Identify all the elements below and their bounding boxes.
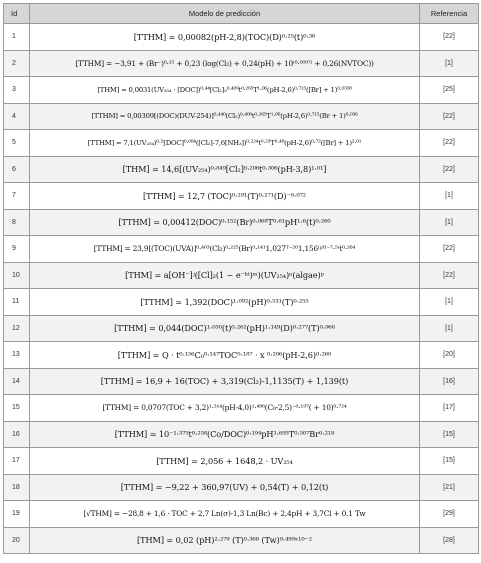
row-reference: [1] (420, 183, 479, 210)
row-equation: [THM] = 0,0031(UV₂₅₄ · [DOC])⁰·⁴⁴[Cl₂]₀⁰·⁴⁰⁹t⁰·²⁶⁵T¹·⁰⁶(pH-2,6)⁰·⁷¹⁵([Br] + 1)⁰·⁰³⁵⁸ (30, 77, 420, 104)
row-reference: [22] (420, 103, 479, 130)
table-row (4, 474, 479, 501)
row-reference: [22] (420, 130, 479, 157)
table-row (4, 368, 479, 395)
row-equation: [√THM] = −28,8 + 1,6 · TOC + 2,7 Ln(σ)-1,3 Ln(Bc) + 2,4pH + 3,7Cl + 0.1 Tw (30, 501, 420, 528)
row-id: 13 (4, 342, 30, 369)
row-id: 17 (4, 448, 30, 475)
header-reference: Referencia (420, 4, 479, 24)
row-id: 4 (4, 103, 30, 130)
prediction-models-table (3, 3, 479, 554)
row-reference: [28] (420, 527, 479, 554)
row-id: 8 (4, 209, 30, 236)
table-row (4, 289, 479, 316)
row-id: 20 (4, 527, 30, 554)
row-id: 16 (4, 421, 30, 448)
row-reference: [21] (420, 474, 479, 501)
row-equation: [TTHM] = 0,00412(DOC)⁰·¹⁵²(Br)⁰·⁰⁶⁸T⁰·⁶¹pH¹·⁶(t)⁰·²⁶⁰ (30, 209, 420, 236)
row-equation: [TTHM] = 16,9 + 16(TOC) + 3,319(Cl₂)-1,1135(T) + 1,139(t) (30, 368, 420, 395)
row-id: 5 (4, 130, 30, 157)
table-row (4, 448, 479, 475)
table-row (4, 501, 479, 528)
row-id: 9 (4, 236, 30, 263)
row-equation: [TTHM] = Q · t⁰·¹⁵⁶C₀⁰·¹⁴⁷TOC⁰·¹⁸⁷ · x ⁰·²⁰⁶(pH-2,6)⁰·²⁶⁰ (30, 342, 420, 369)
row-equation: [TTHM] = 10⁻¹·³⁷⁵t⁰·²⁵⁸(Co/DOC)⁰·¹⁹⁴pH¹·⁶⁹⁵T⁰·⁵⁰⁷Br⁰·²¹⁸ (30, 421, 420, 448)
row-id: 2 (4, 50, 30, 77)
row-reference: [15] (420, 448, 479, 475)
row-reference: [22] (420, 236, 479, 263)
row-equation: [TTHM] = 0,00082(pH-2,8)(TOC)(D)⁰·²⁵(t)⁰·³⁶ (30, 24, 420, 51)
table-row (4, 103, 479, 130)
table-row (4, 209, 479, 236)
row-reference: [1] (420, 289, 479, 316)
row-reference: [25] (420, 77, 479, 104)
table-row (4, 77, 479, 104)
row-reference: [16] (420, 368, 479, 395)
row-equation: [TTHM] = 0,00309[(DOC)(DUV-254)]⁰·⁴⁴⁰(Cl₂)⁰·⁴⁰⁹t⁰·²⁶⁵T¹·⁰⁶(pH-2,6)⁰·⁷¹⁵(Br + 1)⁰·⁰³⁶ (30, 103, 420, 130)
row-equation: [TTHM] = −9,22 + 360,97(UV) + 0,54(T) + 0,12(t) (30, 474, 420, 501)
row-equation: [THM] = 14,6[(UV₂₅₄)⁰·⁸⁴⁹[Cl₂]⁰·²⁰⁶t⁰·³⁰⁶(pH-3,8)¹·⁰¹] (30, 156, 420, 183)
row-id: 18 (4, 474, 30, 501)
table-row (4, 236, 479, 263)
row-reference: [22] (420, 24, 479, 51)
row-id: 14 (4, 368, 30, 395)
row-id: 6 (4, 156, 30, 183)
prediction-models-table-container (3, 3, 478, 554)
row-id: 3 (4, 77, 30, 104)
table-row (4, 50, 479, 77)
row-equation: [TTHM] = 23,9[(TOC)(UVA)]⁰·⁴⁰³(Cl₂)⁰·²²⁵(Br)⁰·¹⁴¹1,027ᵀ⁻²⁰1,156⁽ᵖᴴ⁻⁷·⁵⁾t⁰·²⁶⁴ (30, 236, 420, 263)
table-row (4, 130, 479, 157)
row-id: 1 (4, 24, 30, 51)
row-reference: [22] (420, 156, 479, 183)
row-equation: [TTHM] = 0,044(DOC)¹·⁰³⁰(t)⁰·²⁶²(pH)¹·¹⁴⁹(D)⁰·²⁷⁷(T)⁰·⁹⁶⁸ (30, 315, 420, 342)
table-row (4, 395, 479, 422)
table-header-row (4, 4, 479, 24)
row-equation: [TTHM] = 0,0707(TOC + 3,2)¹·³¹⁴(pH-4,0)¹·⁴⁹⁶(C₀-2,5)⁻⁰·¹⁹⁷( + 10)⁰·⁷²⁴ (30, 395, 420, 422)
row-id: 11 (4, 289, 30, 316)
row-equation: [TTHM] = 1,392(DOC)¹·⁰⁹²(pH)⁰·⁵³¹(T)⁰·²⁵⁵ (30, 289, 420, 316)
row-reference: [20] (420, 342, 479, 369)
row-reference: [1] (420, 209, 479, 236)
row-reference: [17] (420, 395, 479, 422)
row-equation: [TTHM] = 2,056 + 1648,2 · UV₂₅₄ (30, 448, 420, 475)
header-model: Modelo de predicción (30, 4, 420, 24)
table-row (4, 183, 479, 210)
row-reference: [15] (420, 421, 479, 448)
row-reference: [22] (420, 262, 479, 289)
row-equation: [TTHM] = 7,1(UV₂₅₄)⁰·⁵[DOC]⁰·⁰⁰⁴([Cl₂]-7,6[NH₃])⁰·²²⁴t⁰·²³T⁰·⁴⁸(pH-2,6)⁰·⁷²([Br] + 1)²·⁰¹ (30, 130, 420, 157)
table-row (4, 421, 479, 448)
table-row (4, 342, 479, 369)
header-id: Id (4, 4, 30, 24)
table-row (4, 156, 479, 183)
row-id: 10 (4, 262, 30, 289)
row-equation: [TTHM] = 12,7 (TOC)⁰·²⁹¹(T)⁰·²⁷¹(D)⁻⁰·⁰⁷² (30, 183, 420, 210)
row-reference: [1] (420, 50, 479, 77)
row-equation: [TTHM] = −3,91 + (Br⁻)⁰·¹⁵ + 0,23 (log(Cl₂) + 0,24(pH) + 10⁽⁰·⁰⁰⁹⁷⁾ + 0,26(NVTOC)) (30, 50, 420, 77)
row-id: 12 (4, 315, 30, 342)
table-row (4, 262, 479, 289)
row-id: 7 (4, 183, 30, 210)
row-id: 19 (4, 501, 30, 528)
table-row (4, 24, 479, 51)
table-row (4, 315, 479, 342)
row-equation: [THM] = 0,02 (pH)²·²⁷⁹ (T)⁰·³⁶⁸ (Tw)⁹·⁴⁹⁹ˣ¹⁰⁻² (30, 527, 420, 554)
row-reference: [29] (420, 501, 479, 528)
table-row (4, 527, 479, 554)
row-reference: [1] (420, 315, 479, 342)
row-equation: [THM] = a[OH⁻]ʲ([Cl]₂(1 − e⁻ᵏᵗ)ᵐ)(UV₂₅₄)ⁿ(algae)ᵖ (30, 262, 420, 289)
row-id: 15 (4, 395, 30, 422)
